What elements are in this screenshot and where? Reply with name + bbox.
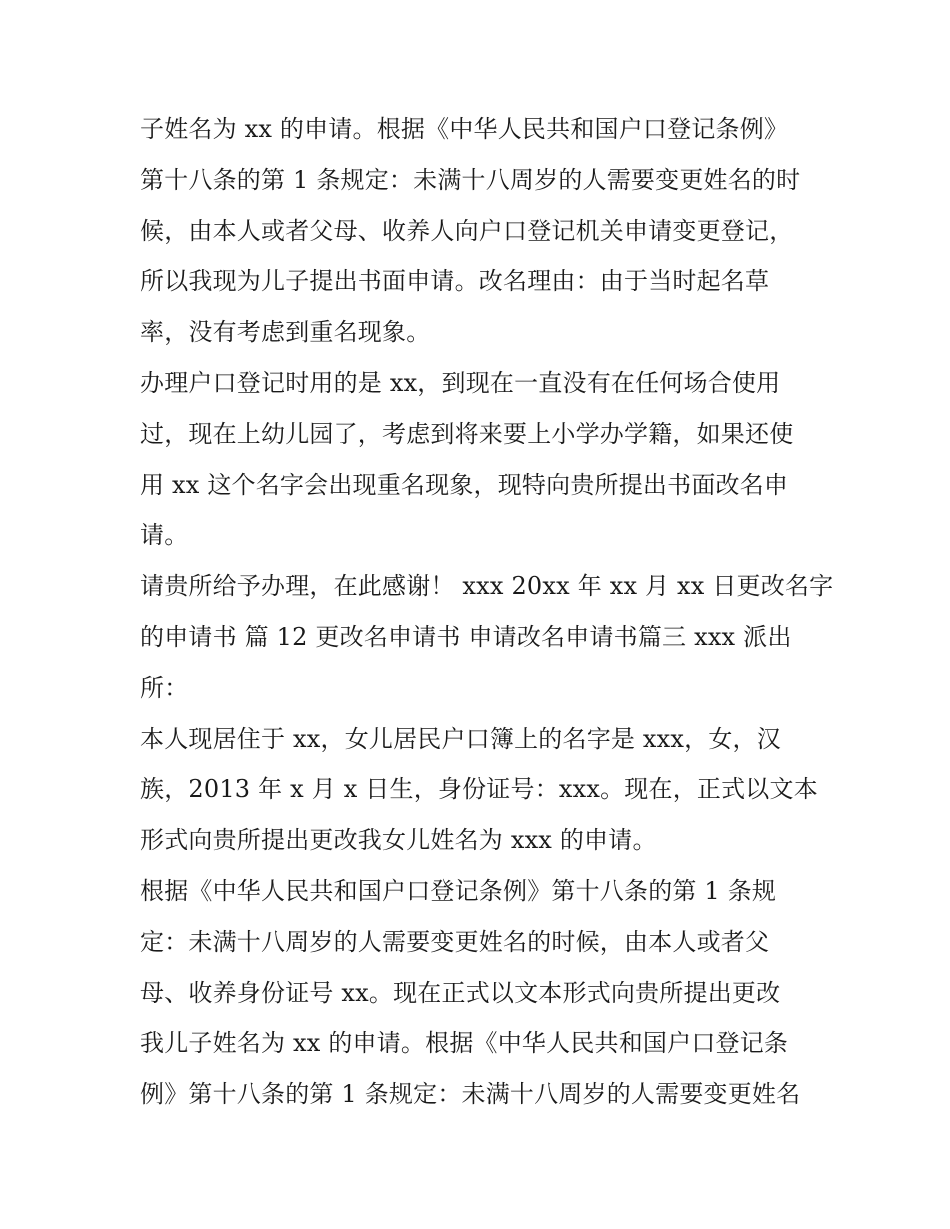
document-body (140, 104, 834, 1120)
text-line: 率，没有考虑到重名现象。 (140, 318, 431, 347)
text-line: 用 xx 这个名字会出现重名现象，现特向贵所提出书面改名申 (140, 470, 789, 499)
text-line: 我儿子姓名为 xx 的申请。根据《中华人民共和国户口登记条 (140, 1029, 789, 1058)
text-line: 本人现居住于 xx，女儿居民户口簿上的名字是 xxx，女，汉 (140, 724, 781, 753)
text-line: 的申请书 篇 12 更改名申请书 申请改名申请书篇三 xxx 派出 (140, 622, 792, 651)
text-line: 候，由本人或者父母、收养人向户口登记机关申请变更登记， (140, 216, 794, 245)
text-line: 子姓名为 xx 的申请。根据《中华人民共和国户口登记条例》 (140, 115, 789, 143)
text-line: 第十八条的第 1 条规定：未满十八周岁的人需要变更姓名的时 (140, 165, 801, 194)
text-line: 所以我现为儿子提出书面申请。改名理由：由于当时起名草 (140, 267, 770, 296)
text-line: 族，2013 年 x 月 x 日生，身份证号：xxx。现在，正式以文本 (140, 775, 818, 804)
text-line: 办理户口登记时用的是 xx，到现在一直没有在任何场合使用 (140, 368, 781, 397)
text-line: 请贵所给予办理，在此感谢！ xxx 20xx 年 xx 月 xx 日更改名字 (140, 572, 834, 601)
text-line: 根据《中华人民共和国户口登记条例》第十八条的第 1 条规 (140, 876, 777, 905)
text-line: 例》第十八条的第 1 条规定：未满十八周岁的人需要变更姓名 (140, 1080, 801, 1109)
text-line: 形式向贵所提出更改我女儿姓名为 xxx 的申请。 (140, 826, 657, 855)
text-line: 所： (140, 673, 189, 702)
text-line: 母、收养身份证号 xx。现在正式以文本形式向贵所提出更改 (140, 978, 781, 1007)
text-line: 定：未满十八周岁的人需要变更姓名的时候，由本人或者父 (140, 927, 770, 956)
text-line: 请。 (140, 521, 189, 550)
text-line: 过，现在上幼儿园了，考虑到将来要上小学办学籍，如果还使 (140, 419, 794, 448)
